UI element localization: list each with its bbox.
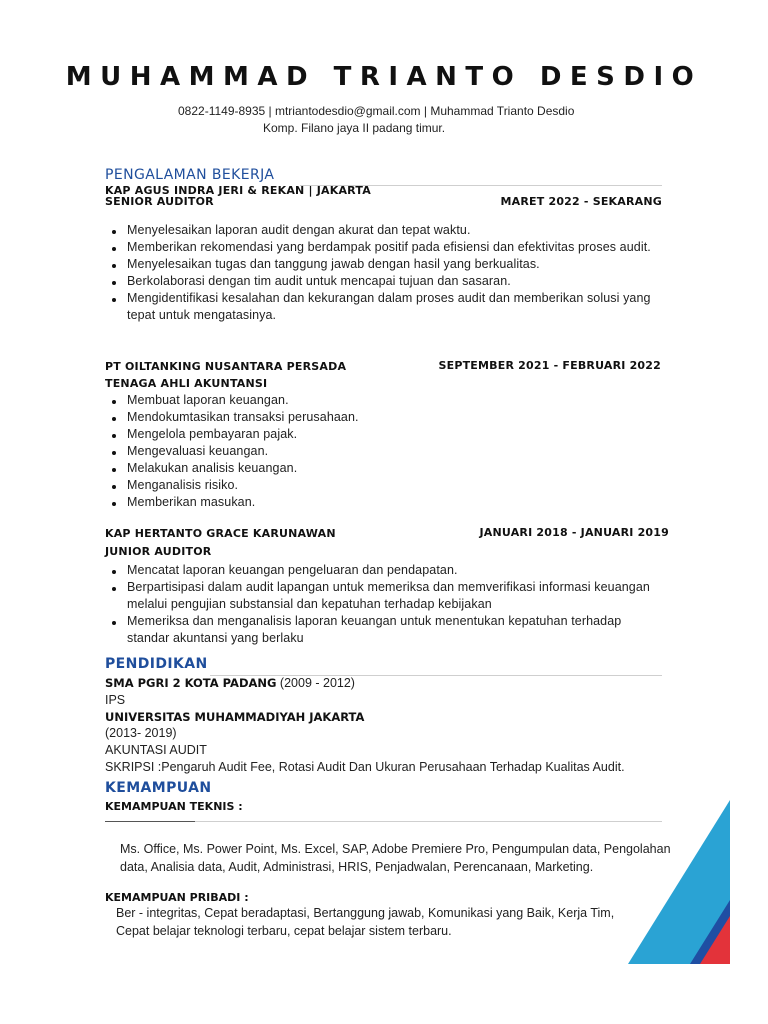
school-1-years: (2009 - 2012) (276, 676, 355, 690)
job-2-org: PT OILTANKING NUSANTARA PERSADA (105, 360, 347, 373)
list-item: Mengelola pembayaran pajak. (105, 426, 665, 443)
job-3-org: KAP HERTANTO GRACE KARUNAWAN (105, 527, 336, 540)
list-item: Mencatat laporan keuangan pengeluaran dan pendapatan. (105, 562, 665, 579)
candidate-name: MUHAMMAD TRIANTO DESDIO (65, 62, 703, 92)
list-item: Mengevaluasi keuangan. (105, 443, 665, 460)
job-2-role: TENAGA AHLI AKUNTANSI (105, 377, 268, 390)
list-item: Menyelesaikan laporan audit dengan akurat dan tepat waktu. (105, 222, 665, 239)
technical-skills-underline (105, 821, 195, 822)
personal-skills-text: Ber - integritas, Cepat beradaptasi, Bertanggung jawab, Komunikasi yang Baik, Kerja Tim, Cepat belajar teknologi terbaru, cepat belajar sistem terbaru. (116, 906, 615, 938)
technical-skills-divider (195, 821, 662, 822)
technical-skills-label: KEMAMPUAN TEKNIS : (105, 800, 243, 813)
list-item: Memberikan rekomendasi yang berdampak positif pada efisiensi dan efektivitas proses audit. (105, 239, 665, 256)
list-item: Menganalisis risiko. (105, 477, 665, 494)
school-1-major: IPS (105, 693, 126, 707)
job-3-duties (105, 562, 665, 647)
list-item: Memberikan masukan. (105, 494, 665, 511)
list-item: Mendokumtasikan transaksi perusahaan. (105, 409, 665, 426)
list-item: Mengidentifikasi kesalahan dan kekurangan dalam proses audit dan memberikan solusi yang tepat untuk mengatasinya. (105, 290, 665, 324)
job-3-period: JANUARI 2018 - JANUARI 2019 (479, 526, 669, 539)
job-1-org: KAP AGUS INDRA JERI & REKAN | JAKARTA (105, 184, 371, 197)
school-1 (105, 675, 355, 692)
school-2-years: (2013- 2019) (105, 726, 177, 740)
list-item: Menyelesaikan tugas dan tanggung jawab dengan hasil yang berkualitas. (105, 256, 665, 273)
list-item: Memeriksa dan menganalisis laporan keuangan untuk menentukan kepatuhan terhadap standar akuntansi yang berlaku (105, 613, 665, 647)
list-item: Melakukan analisis keuangan. (105, 460, 665, 477)
job-2-period: SEPTEMBER 2021 - FEBRUARI 2022 (438, 359, 661, 372)
job-1-period: MARET 2022 - SEKARANG (500, 195, 662, 208)
list-item: Berkolaborasi dengan tim audit untuk mencapai tujuan dan sasaran. (105, 273, 665, 290)
skills-section-title: KEMAMPUAN (105, 780, 212, 796)
school-1-name: SMA PGRI 2 KOTA PADANG (105, 676, 277, 690)
school-2-major: AKUNTASI AUDIT (105, 743, 207, 757)
technical-skills-text: Ms. Office, Ms. Power Point, Ms. Excel, SAP, Adobe Premiere Pro, Pengumpulan data, Pengolahan data, Analisia data, Audit, Administrasi, HRIS, Penjadwalan, Perencanaan, Marketing. (120, 842, 671, 874)
address: Komp. Filano jaya II padang timur. (263, 121, 446, 135)
list-item: Membuat laporan keuangan. (105, 392, 665, 409)
decorative-stripes (628, 800, 768, 1024)
job-1-role: SENIOR AUDITOR (105, 195, 214, 208)
contact-line: 0822-1149-8935 | mtriantodesdio@gmail.com | Muhammad Trianto Desdio (178, 104, 575, 118)
school-2-name: UNIVERSITAS MUHAMMADIYAH JAKARTA (105, 710, 365, 724)
job-3-role: JUNIOR AUDITOR (105, 545, 212, 558)
personal-skills-label: KEMAMPUAN PRIBADI : (105, 891, 249, 904)
education-section-title: PENDIDIKAN (105, 656, 208, 672)
experience-section-title: PENGALAMAN BEKERJA (105, 167, 275, 183)
job-2-duties (105, 392, 665, 511)
job-1-duties (105, 222, 665, 324)
thesis: SKRIPSI :Pengaruh Audit Fee, Rotasi Audit Dan Ukuran Perusahaan Terhadap Kualitas Audit. (105, 760, 625, 774)
list-item: Berpartisipasi dalam audit lapangan untuk memeriksa dan memverifikasi informasi keuangan melalui pengujian substansial dan kepatuhan terhadap kebijakan (105, 579, 665, 613)
